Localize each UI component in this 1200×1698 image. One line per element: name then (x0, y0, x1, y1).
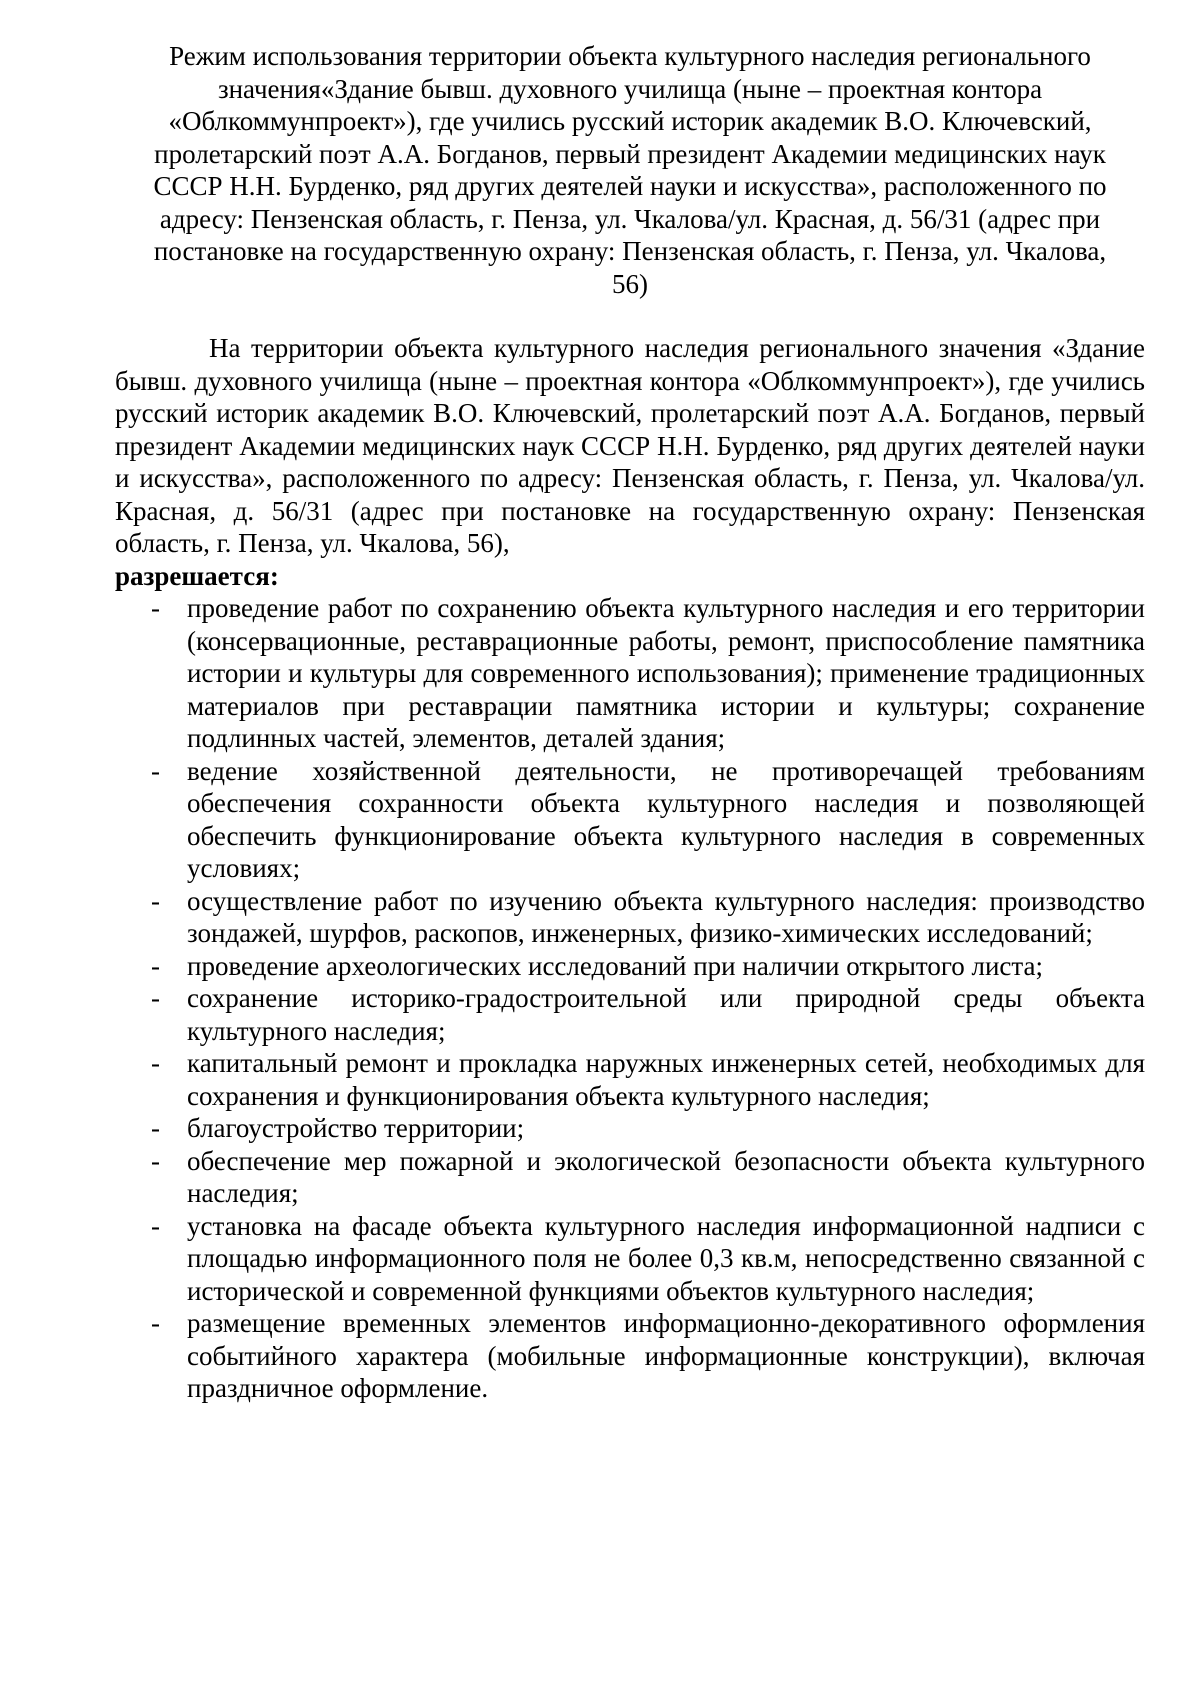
list-item (115, 755, 1145, 885)
bullet-dash: - (151, 593, 160, 623)
list-item-text: установка на фасаде объекта культурного наследия информационной надписи с площадью информационного поля не более 0,3 кв.м, непосредственно связанной с исторической и современной функциями объектов культурного наследия; (187, 1210, 1145, 1306)
allowed-label: разрешается: (115, 560, 279, 591)
title-line: Режим использования территории объекта культурного наследия регионального (169, 41, 1091, 71)
list-item-text: осуществление работ по изучению объекта культурного наследия: производство зондажей, шурфов, раскопов, инженерных, физико-химических исследований; (187, 885, 1145, 948)
title-line: «Облкоммунпроект»), где учились русский историк академик В.О. Ключевский, (168, 106, 1092, 136)
list-item (115, 885, 1145, 950)
list-item (115, 592, 1145, 755)
bullet-dash: - (151, 1145, 160, 1176)
list-item (115, 1307, 1145, 1405)
list-item (115, 1145, 1145, 1210)
list-item (115, 1047, 1145, 1112)
list-item-text: проведение работ по сохранению объекта культурного наследия и его территории (консервационные, реставрационные работы, ремонт, приспособление памятника истории и культуры для современного использования); применение традиционных материалов при реставрации памятника истории и культуры; сохранение подлинных частей, элементов, деталей здания; (187, 593, 1145, 753)
bullet-dash: - (151, 1308, 160, 1338)
document-title (115, 40, 1145, 300)
bullet-dash: - (151, 1048, 160, 1078)
list-item-text: благоустройство территории; (187, 1113, 525, 1143)
list-item-text: капитальный ремонт и прокладка наружных инженерных сетей, необходимых для сохранения и функционирования объекта культурного наследия; (187, 1048, 1145, 1111)
bullet-dash: - (151, 885, 160, 916)
list-item-text: проведение археологических исследований при наличии открытого листа; (187, 950, 1044, 981)
title-line: СССР Н.Н. Бурденко, ряд других деятелей науки и искусства», расположенного по (153, 171, 1107, 201)
title-line: 56) (612, 268, 648, 299)
title-line: значения«Здание бывш. духовного училища (ныне – проектная контора (217, 73, 1043, 104)
bullet-dash: - (151, 983, 160, 1013)
bullet-dash: - (151, 755, 160, 786)
title-line: адресу: Пензенская область, г. Пенза, ул. Чкалова/ул. Красная, д. 56/31 (адрес при (159, 203, 1101, 234)
list-item (115, 1112, 1145, 1145)
title-line: постановке на государственную охрану: Пензенская область, г. Пенза, ул. Чкалова, (153, 236, 1107, 266)
list-item-text: сохранение историко-градостроительной или природной среды объекта культурного наследия; (187, 983, 1145, 1046)
allowed-items-list (115, 592, 1145, 1405)
bullet-dash: - (151, 950, 160, 981)
list-item-text: обеспечение мер пожарной и экологической безопасности объекта культурного наследия; (187, 1145, 1145, 1208)
list-item-text: размещение временных элементов информационно-декоративного оформления событийного характера (мобильные информационные конструкции), включая праздничное оформление. (187, 1308, 1145, 1403)
list-item (115, 1210, 1145, 1308)
bullet-dash: - (151, 1113, 160, 1143)
bullet-dash: - (151, 1210, 160, 1241)
list-item-text: ведение хозяйственной деятельности, не противоречащей требованиям обеспечения сохранности объекта культурного наследия и позволяющей обеспечить функционирование объекта культурного наследия в современных условиях; (187, 755, 1145, 883)
list-item (115, 950, 1145, 983)
document-page (115, 40, 1145, 1405)
title-line: пролетарский поэт А.А. Богданов, первый президент Академии медицинских наук (154, 138, 1106, 169)
intro-text: На территории объекта культурного наследия регионального значения «Здание бывш. духовного училища (ныне – проектная контора «Облкоммунпроект»), где учились русский историк академик В.О. Ключевский, пролетарский поэт А.А. Богданов, первый президент Академии медицинских наук СССР Н.Н. Бурденко, ряд других деятелей науки и искусства», расположенного по адресу: Пензенская область, г. Пенза, ул. Чкалова/ул. Красная, д. 56/31 (адрес при постановке на государственную охрану: Пензенская область, г. Пенза, ул. Чкалова, 56), (115, 333, 1145, 558)
list-item (115, 982, 1145, 1047)
intro-paragraph (115, 332, 1145, 592)
